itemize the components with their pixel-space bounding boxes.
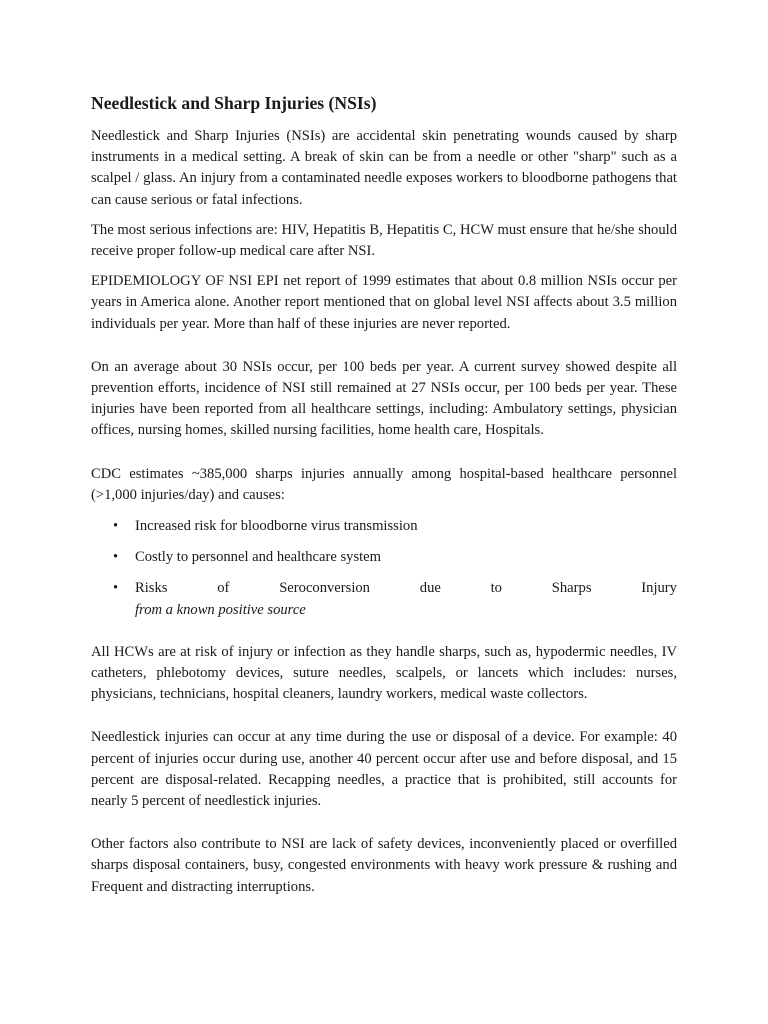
list-item [91, 578, 677, 620]
list-item-text: Increased risk for bloodborne virus transmission [135, 518, 418, 535]
bullet-glyph: • [113, 580, 119, 597]
word: to [490, 580, 502, 597]
paragraph-cdc-estimates: CDC estimates ~385,000 sharps injuries annually among hospital-based healthcare personnel (>1,000 injuries/day) and causes: [91, 465, 677, 503]
word: Risks [135, 580, 168, 597]
paragraph-infections: The most serious infections are: HIV, Hepatitis B, Hepatitis C, HCW must ensure that he/she should receive proper follow-up medical care after NSI. [91, 221, 677, 260]
paragraph-other-factors: Other factors also contribute to NSI are lack of safety devices, inconveniently placed or overfilled sharps disposal containers, busy, congested environments with heavy work pressure & rushing and Frequent and distracting interruptions. [91, 836, 677, 895]
paragraph-incidence: On an average about 30 NSIs occur, per 100 beds per year. A current survey showed despite all prevention efforts, incidence of NSI still remained at 27 NSIs occur, per 100 beds per year. These injuries have been reported from all healthcare settings, including: Ambulatory settings, physician offices, nursing homes, skilled nursing facilities, home health care, Hospitals. [91, 358, 677, 439]
bullet-glyph: • [113, 518, 119, 535]
paragraph-epidemiology: EPIDEMIOLOGY OF NSI EPI net report of 1999 estimates that about 0.8 million NSIs occur per years in America alone. Another report mentioned that on global level NSI affects about 3.5 million individuals per year. More than half of these injuries are never reported. [91, 273, 677, 332]
word: due [419, 580, 441, 597]
word: Sharps [551, 580, 592, 597]
causes-list-wrapper [91, 516, 677, 621]
word: Seroconversion [279, 580, 370, 597]
bullet-glyph: • [113, 549, 119, 566]
paragraph-at-risk: All HCWs are at risk of injury or infection as they handle sharps, such as, hypodermic needles, IV catheters, phlebotomy devices, suture needles, scalpels, or lancets which includes: nurses, physicians, technicians, hospital cleaners, laundry workers, medical waste collectors. [91, 643, 677, 703]
document-title: Needlestick and Sharp Injuries (NSIs) [91, 93, 377, 113]
paragraph-timing: Needlestick injuries can occur at any time during the use or disposal of a device. For example: 40 percent of injuries occur during use, another 40 percent occur after use and before disposal, and 15 percent are disposal-related. Recapping needles, a practice that is prohibited, still accounts for nearly 5 percent of needlestick injuries. [91, 729, 677, 810]
word: of [217, 580, 230, 597]
document-page [91, 92, 677, 898]
causes-list [91, 516, 677, 621]
word: Injury [641, 580, 677, 597]
paragraph-definition: Needlestick and Sharp Injuries (NSIs) are accidental skin penetrating wounds caused by sharp instruments in a medical setting. A break of skin can be from a needle or other "sharp" such as a scalpel / glass. An injury from a contaminated needle exposes workers to bloodborne pathogens that can cause serious or fatal infections. [91, 128, 677, 208]
list-item-justified-line [135, 578, 677, 599]
list-item-italic-text: from a known positive source [135, 601, 306, 618]
list-item-text: Costly to personnel and healthcare system [135, 549, 382, 566]
list-item [91, 547, 677, 568]
list-item [91, 516, 677, 537]
